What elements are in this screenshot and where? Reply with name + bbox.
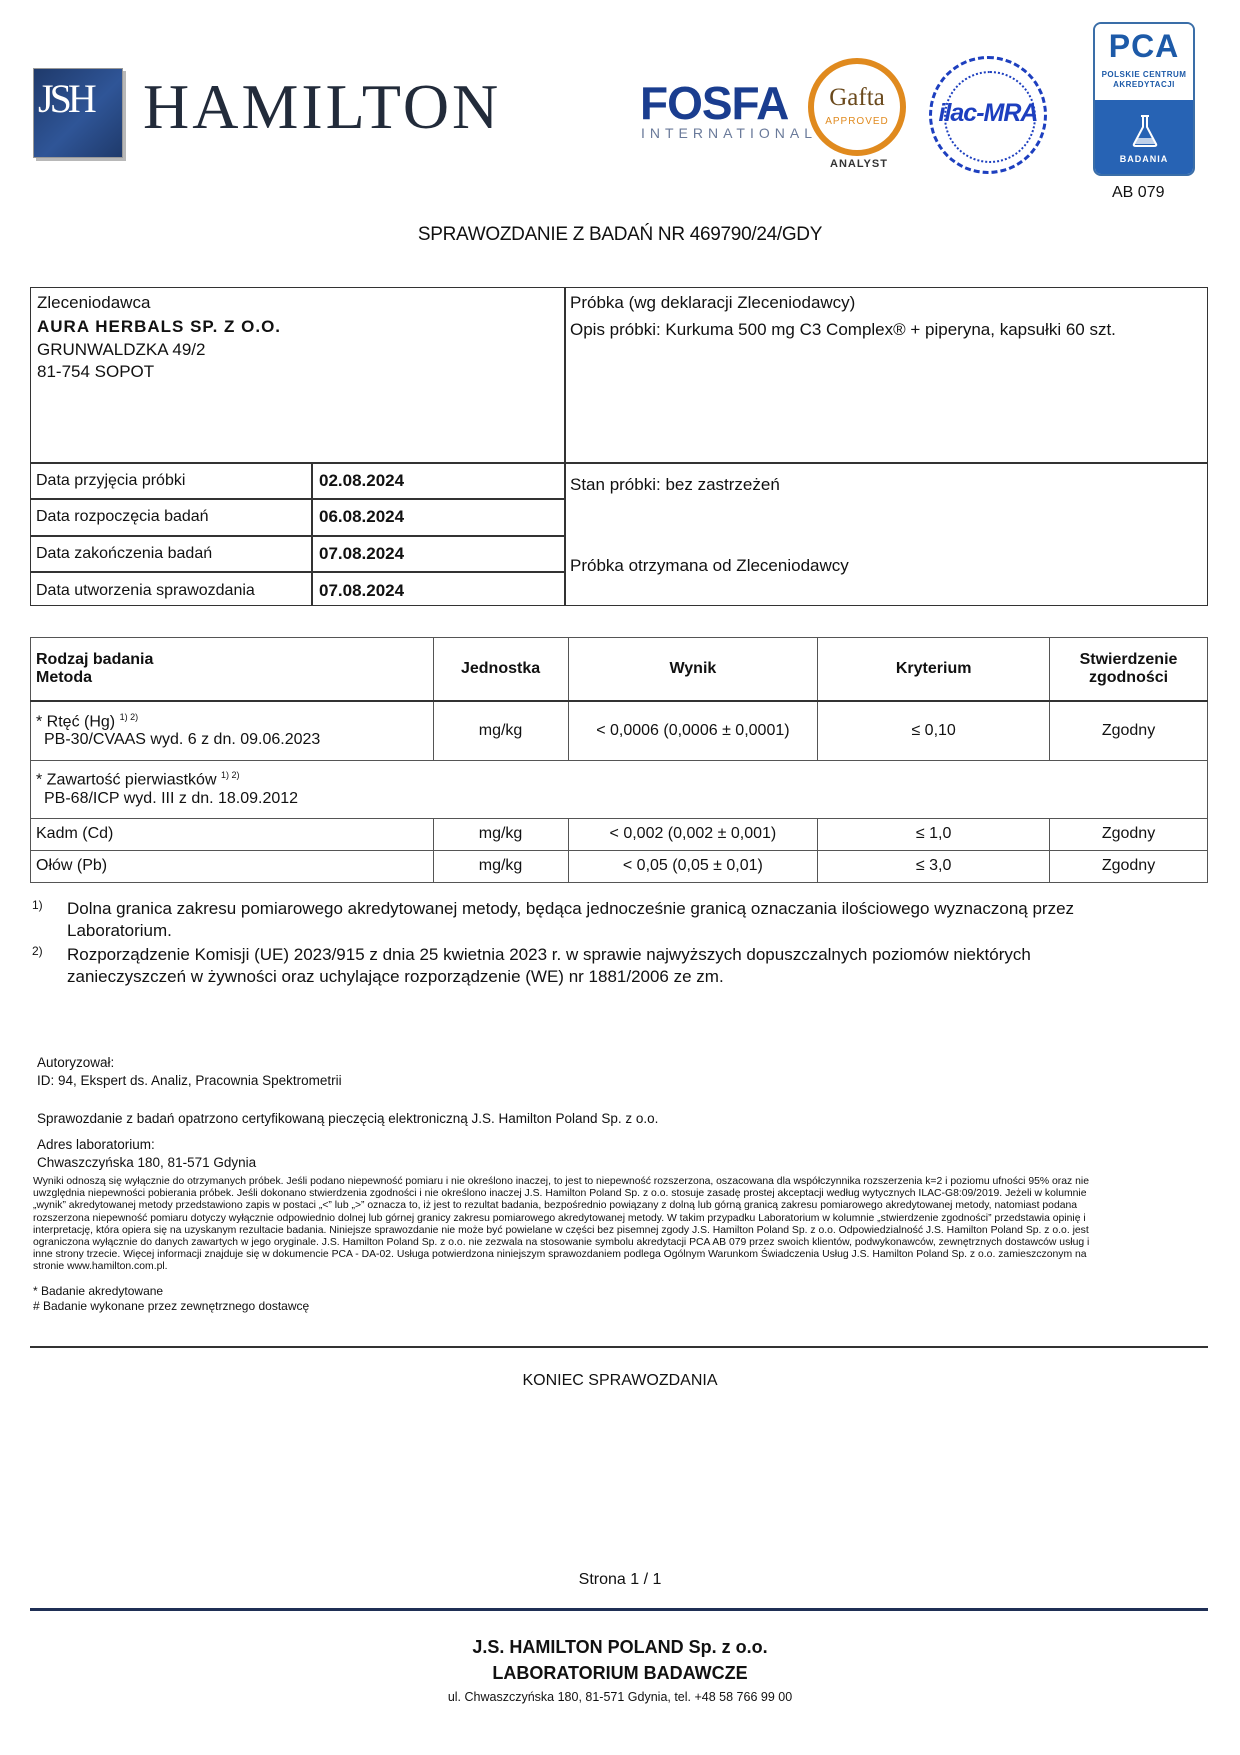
client-city: 81-754 SOPOT — [37, 362, 155, 381]
header-unit: Jednostka — [433, 638, 568, 702]
lab-address-label: Adres laboratorium: — [37, 1137, 155, 1152]
test-unit: mg/kg — [433, 701, 568, 760]
disclaimer-line: Wyniki odnoszą się wyłącznie do otrzymanych próbek. Jeśli podano niepewność pomiaru i nie określono inaczej, to jest to niepewność rozszerzona, oszacowana dla współczynnika rozszerzenia k=2 i poziomu ufności 95% oraz nie — [33, 1176, 1089, 1187]
disclaimer — [33, 1176, 1208, 1274]
test-unit: mg/kg — [433, 850, 568, 882]
footnote-text — [67, 898, 1207, 942]
table-row — [31, 850, 1208, 882]
test-conformity: Zgodny — [1050, 818, 1208, 850]
table-header-row — [31, 638, 1208, 702]
gafta-logo-sub: APPROVED — [825, 116, 889, 127]
pca-logo-text: PCA — [1108, 28, 1180, 64]
pca-accreditation-badge — [1093, 22, 1195, 176]
sample-description: Opis próbki: Kurkuma 500 mg C3 Complex® + piperyna, kapsułki 60 szt. — [570, 320, 1116, 339]
header-conformity-a: Stwierdzenie — [1079, 651, 1178, 668]
test-conformity: Zgodny — [1050, 701, 1208, 760]
test-unit: mg/kg — [433, 818, 568, 850]
test-name: Kadm (Cd) — [31, 818, 434, 850]
auth-label: Autoryzował: — [37, 1055, 115, 1070]
table-row — [31, 818, 1208, 850]
ilac-mra-text: ilac-MRA — [938, 99, 1038, 127]
report-title: SPRAWOZDANIE Z BADAŃ NR 469790/24/GDY — [417, 224, 823, 245]
date-value: 07.08.2024 — [319, 581, 405, 600]
gafta-logo-text: Gafta — [829, 84, 885, 111]
table-row — [31, 760, 1208, 818]
disclaimer-line: inne strony trzecie. Więcej informacji znajduje się w dokumencie PCA - DA-02. Usługa potwierdzona niniejszym sprawozdaniem podlega Ogólnym Warunkom Świadczenia Usług J.S. Hamilton Poland Sp. z o.o. zamieszczonym na — [33, 1249, 1087, 1261]
test-method: PB-30/CVAAS wyd. 6 z dn. 09.06.2023 — [44, 731, 321, 749]
test-footnote-ref: 1) 2) — [220, 770, 240, 781]
footnote-line: Laboratorium. — [67, 921, 172, 940]
sample-label: Próbka (wg deklaracji Zleceniodawcy) — [570, 293, 856, 312]
header-result: Wynik — [568, 638, 818, 702]
footnote-line: Dolna granica zakresu pomiarowego akredytowanej metody, będąca jednocześnie granicą oznaczania ilościowego wyznaczoną przez — [67, 899, 1075, 918]
seal-statement: Sprawozdanie z badań opatrzono certyfikowaną pieczęcią elektroniczną J.S. Hamilton Poland Sp. z o.o. — [37, 1111, 659, 1126]
date-value: 07.08.2024 — [319, 544, 405, 563]
disclaimer-line: rozszerzona niepewność pomiaru dotyczy wyłącznie odpowiednio dolnej lub górnej granicy zakresu pomiarowego akredytowanej metody. W takim przypadku Laboratorium w kolumnie „stwierdzenie zgodności” przedstawia opinię i — [33, 1212, 1086, 1224]
client-name: AURA HERBALS SP. Z O.O. — [37, 317, 282, 336]
date-value: 06.08.2024 — [319, 507, 405, 526]
pca-badania-label: BADANIA — [1119, 154, 1169, 164]
flask-icon — [1131, 114, 1159, 148]
header-method: Metoda — [36, 669, 92, 686]
divider — [30, 1346, 1208, 1348]
fosfa-logo-sub: INTERNATIONAL — [641, 125, 817, 141]
disclaimer-line: stronie www.hamilton.com.pl. — [33, 1261, 168, 1273]
disclaimer-line: uwzględnia niepewności pobierania próbek. Jeśli dokonano stwierdzenia zgodności i nie określono inaczej J.S. Hamilton Poland Sp. z o.o. stosuje zasadę prostej akceptacji według wytycznych ILAC-G8:09/2019. Jeżeli w kolumnie — [33, 1188, 1087, 1200]
date-label: Data przyjęcia próbki — [36, 472, 186, 489]
test-result: < 0,05 (0,05 ± 0,01) — [568, 850, 818, 882]
pca-sub-1: POLSKIE CENTRUM — [1101, 70, 1187, 79]
footer-divider — [30, 1608, 1208, 1611]
date-value: 02.08.2024 — [319, 471, 405, 490]
gafta-logo — [808, 58, 906, 156]
test-criterion: ≤ 1,0 — [818, 818, 1050, 850]
test-criterion: ≤ 3,0 — [818, 850, 1050, 882]
disclaimer-line: interpretację, która opiera się na uzyskanym rezultacie badania. Niniejsze sprawozdanie nie może być powielane w części bez pisemnej zgody J.S. Hamilton Poland Sp. z o.o. Odpowiedzialność J.S. Hamilton Poland Sp. z o.o. jest — [33, 1224, 1089, 1236]
hamilton-logo-text: HAMILTON — [143, 71, 502, 142]
accreditation-number: AB 079 — [1112, 184, 1165, 201]
gafta-analyst-label: ANALYST — [830, 158, 888, 170]
disclaimer-line: „wynik” akredytowanej metody przedstawiono zapis w postaci „<” lub „>” oznacza to, iż jest to rezultat badania, bezpośrednio powiązany z dolną lub górną granicą zakresu pomiarowego akredytowanej metody, natomiast podana — [33, 1200, 1078, 1212]
test-name: Ołów (Pb) — [31, 850, 434, 882]
header-test-type: Rodzaj badania — [36, 651, 154, 668]
table-row — [31, 701, 1208, 760]
pca-sub-2: AKREDYTACJI — [1113, 80, 1175, 89]
client-street: GRUNWALDZKA 49/2 — [37, 340, 206, 359]
auth-person: ID: 94, Ekspert ds. Analiz, Pracownia Spektrometrii — [37, 1073, 342, 1088]
test-name: * Rtęć (Hg) — [36, 713, 116, 731]
disclaimer-line: ograniczona wyłącznie do danych zawartych w jego oryginale. J.S. Hamilton Poland Sp. z o.o. nie zezwala na stosowanie symbolu akredytacji PCA AB 079 przez swoich klientów, podwykonawców, zewnętrznych dostawców usług i — [33, 1237, 1090, 1249]
fosfa-logo: FOSFA — [640, 77, 789, 129]
logo-mark-text: JSH — [38, 76, 93, 121]
test-footnote-ref: 1) 2) — [119, 712, 139, 723]
footnote-line: zanieczyszczeń w żywności oraz uchylające rozporządzenie (WE) nr 1881/2006 ze zm. — [67, 967, 724, 986]
footer-company: J.S. HAMILTON POLAND Sp. z o.o. — [472, 1637, 768, 1657]
page-number: Strona 1 / 1 — [578, 1571, 662, 1588]
sample-received: Próbka otrzymana od Zleceniodawcy — [570, 556, 849, 575]
date-label: Data zakończenia badań — [36, 545, 213, 562]
client-label: Zleceniodawca — [37, 293, 151, 312]
test-conformity: Zgodny — [1050, 850, 1208, 882]
test-name: * Zawartość pierwiastków — [36, 771, 217, 789]
test-result: < 0,002 (0,002 ± 0,001) — [568, 818, 818, 850]
date-label: Data utworzenia sprawozdania — [36, 582, 255, 599]
sample-condition: Stan próbki: bez zastrzeżeń — [570, 475, 780, 494]
end-of-report: KONIEC SPRAWOZDANIA — [522, 1372, 718, 1389]
footnote-mark: 1) — [32, 898, 43, 912]
hamilton-logo-mark — [33, 68, 123, 158]
lab-address: Chwaszczyńska 180, 81-571 Gdynia — [37, 1155, 257, 1170]
footer-lab: LABORATORIUM BADAWCZE — [492, 1663, 748, 1683]
footer-address: ul. Chwaszczyńska 180, 81-571 Gdynia, tel. +48 58 766 99 00 — [447, 1690, 793, 1704]
test-method: PB-68/ICP wyd. III z dn. 18.09.2012 — [44, 789, 299, 807]
footnote-line: Rozporządzenie Komisji (UE) 2023/915 z dnia 25 kwietnia 2023 r. w sprawie najwyższych dopuszczalnych poziomów niektórych — [67, 945, 1031, 964]
footnote-mark: 2) — [32, 944, 43, 958]
ilac-mra-logo — [929, 56, 1047, 174]
legend-accredited: * Badanie akredytowane — [33, 1284, 164, 1298]
date-label: Data rozpoczęcia badań — [36, 508, 209, 525]
header-conformity-b: zgodności — [1088, 669, 1169, 686]
test-result: < 0,0006 (0,0006 ± 0,0001) — [568, 701, 818, 760]
legend-external: # Badanie wykonane przez zewnętrznego dostawcę — [33, 1299, 310, 1313]
header-criterion: Kryterium — [818, 638, 1050, 702]
test-criterion: ≤ 0,10 — [818, 701, 1050, 760]
footnote-text — [67, 944, 1207, 988]
results-table — [30, 637, 1208, 883]
